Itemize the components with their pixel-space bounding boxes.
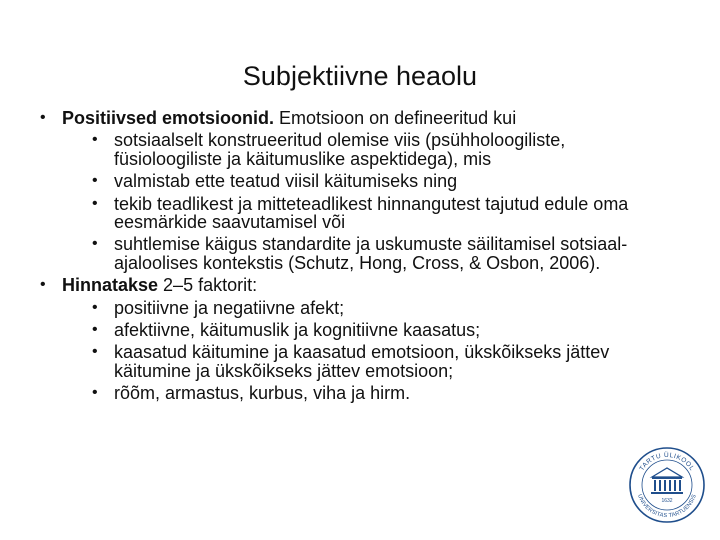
sub-bullet-text: rõõm, armastus, kurbus, viha ja hirm. (114, 383, 411, 404)
bullet-positive-emotions (40, 109, 668, 127)
bullet-icon: • (40, 109, 46, 126)
bullet-rating-factors (40, 276, 668, 294)
bullet-text: Emotsioon on defineeritud kui (274, 108, 517, 128)
sub-bullet (40, 172, 668, 190)
sub-bullet-text: positiivne ja negatiivne afekt; (114, 297, 345, 318)
bullet-icon: • (92, 131, 98, 149)
bullet-icon: • (92, 194, 98, 212)
bullet-term: Positiivsed emotsioonid. (62, 108, 275, 128)
bullet-term: Hinnatakse (62, 275, 159, 296)
sub-bullet (40, 384, 668, 402)
sub-bullet-text: suhtlemise käigus standardite ja uskumuste säilitamisel sotsiaal-ajaloolises kontekstis (Schutz, Hong, Cross, & Osbon, 2006). (114, 234, 628, 273)
bullet-icon: • (92, 321, 98, 339)
logo-text-bottom: UNIVERSITAS TARTUENSIS (636, 493, 698, 520)
sub-bullet-text: afektiivne, käitumuslik ja kognitiivne kaasatus; (114, 320, 481, 341)
bullet-icon: • (92, 298, 98, 316)
sub-bullet (40, 195, 668, 232)
bullet-icon: • (92, 235, 98, 253)
sub-bullet (40, 299, 668, 317)
bullet-icon: • (40, 276, 46, 294)
sub-bullet-text: kaasatud käitumine ja kaasatud emotsioon, ükskõikseks jättev käitumine ja ükskõikseks jättev emotsioon; (114, 342, 610, 381)
bullet-text: 2–5 faktorit: (158, 275, 258, 296)
slide-title: Subjektiivne heaolu (242, 61, 478, 91)
slide-content (40, 109, 668, 407)
sub-bullet (40, 343, 668, 380)
sub-bullet-text: sotsiaalselt konstrueeritud olemise viis (psühholoogiliste, füsioloogiliste ja käitumuslike aspektidega), mis (114, 130, 566, 169)
logo-text-top: TARTU ÜLIKOOL (638, 451, 696, 473)
tartu-university-seal-icon (628, 446, 706, 524)
sub-bullet-text: valmistab ette teatud viisil käitumiseks ning (114, 171, 458, 192)
sub-bullet (40, 235, 668, 272)
bullet-icon: • (92, 384, 98, 402)
bullet-icon: • (92, 343, 98, 361)
bullet-icon: • (92, 172, 98, 190)
sub-bullet-text: tekib teadlikest ja mitteteadlikest hinnangutest tajutud edule oma eesmärkide saavutamisel või (114, 193, 629, 233)
sub-bullet (40, 131, 668, 168)
sub-bullet (40, 321, 668, 339)
logo-year: 1632 (661, 498, 673, 504)
